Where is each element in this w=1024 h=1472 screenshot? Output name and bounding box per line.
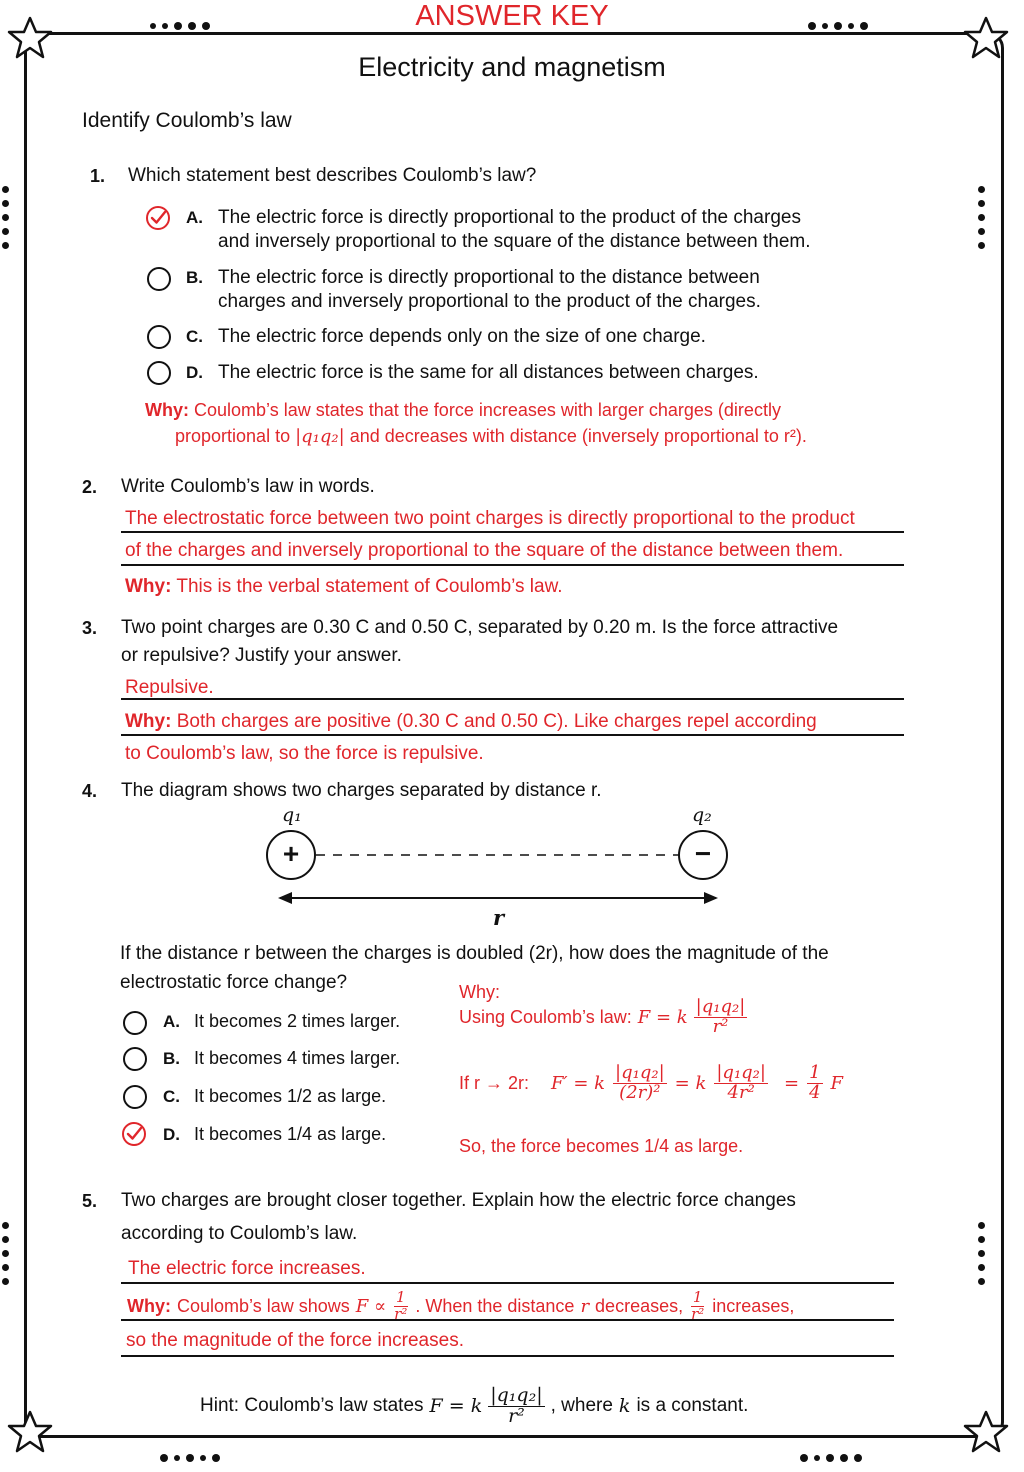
- charge-product: |q₁q₂|: [295, 426, 345, 447]
- fraction-numerator: |q₁q₂|: [615, 1062, 665, 1083]
- why-text: to Coulomb’s law, so the force is repulsive.: [125, 743, 484, 764]
- why-explanation: [125, 576, 563, 598]
- hint-text: is a constant.: [636, 1395, 749, 1417]
- answer-line: [121, 1319, 894, 1321]
- radio-circle[interactable]: [123, 1047, 147, 1071]
- formula-lhs: F′ = k: [551, 1072, 606, 1094]
- fraction-denominator: 4r²: [727, 1081, 755, 1103]
- fraction: [488, 1386, 544, 1427]
- why-text: proportional to: [175, 426, 296, 446]
- coulomb-formula: [459, 998, 747, 1037]
- fraction: [613, 1064, 667, 1103]
- option-text: The electric force is directly proportional to the product of the charges: [218, 207, 801, 228]
- option-text: It becomes 2 times larger.: [194, 1011, 401, 1031]
- fraction-denominator: r²: [691, 1304, 705, 1323]
- page-title: Electricity and magnetism: [358, 52, 666, 82]
- question-number: 3.: [82, 618, 98, 638]
- option-text: charges and inversely proportional to the product of the charges.: [218, 291, 761, 312]
- why-text: so the magnitude of the force increases.: [126, 1330, 464, 1351]
- why-label: Why:: [125, 576, 172, 597]
- option-letter: D.: [186, 363, 203, 382]
- question-text: Write Coulomb’s law in words.: [121, 476, 375, 497]
- answer-line: [121, 734, 904, 736]
- decorative-dots: [2, 1222, 10, 1292]
- charge-label-q1: q₁: [282, 804, 302, 826]
- why-text: decreases,: [595, 1295, 684, 1316]
- fraction: [714, 1064, 768, 1103]
- answer-line: [121, 698, 904, 700]
- question-text: Two charges are brought closer together. Explain how the electric force changes: [121, 1190, 796, 1211]
- why-label: Why:: [459, 982, 501, 1002]
- why-text: increases,: [712, 1295, 795, 1316]
- question-number: 4.: [82, 781, 98, 801]
- hint-text: Hint: Coulomb’s law states: [200, 1395, 424, 1417]
- option-text: The electric force is the same for all distances between charges.: [218, 362, 759, 383]
- why-text: Coulomb’s law shows: [177, 1295, 350, 1316]
- fraction-denominator: (2r)²: [619, 1081, 661, 1103]
- question-text: or repulsive? Justify your answer.: [121, 645, 402, 666]
- question-text: according to Coulomb’s law.: [121, 1223, 358, 1244]
- doubled-distance-derivation: [459, 1064, 843, 1103]
- question-number: 5.: [82, 1191, 98, 1211]
- why-text: . When the distance: [415, 1295, 575, 1316]
- topic-heading: Identify Coulomb’s law: [82, 109, 292, 132]
- checked-circle-icon[interactable]: [145, 205, 171, 231]
- fraction-numerator: |q₁q₂|: [695, 996, 746, 1017]
- proportional-to: F ∝: [355, 1295, 387, 1317]
- fraction-denominator: r²: [508, 1404, 525, 1427]
- question-number: 2.: [82, 477, 98, 497]
- question-text: Two point charges are 0.30 C and 0.50 C, separated by 0.20 m. Is the force attractive: [121, 617, 839, 638]
- answer-line: [121, 1282, 894, 1284]
- decorative-dots: [978, 186, 986, 256]
- charge-label-q2: q₂: [692, 804, 712, 826]
- fraction-numerator: 1: [809, 1062, 821, 1083]
- why-text: This is the verbal statement of Coulomb’s law.: [176, 576, 563, 597]
- fraction-denominator: r²: [394, 1304, 408, 1323]
- why-label: Why:: [145, 400, 189, 420]
- distance-label: r: [493, 905, 505, 930]
- if-condition: If r → 2r:: [459, 1072, 530, 1093]
- option-text: It becomes 4 times larger.: [194, 1048, 401, 1068]
- option-text: The electric force depends only on the size of one charge.: [218, 326, 706, 347]
- fraction: [807, 1064, 822, 1103]
- hint-text: , where: [550, 1395, 613, 1417]
- answer-text: Repulsive.: [125, 677, 214, 698]
- fraction-numerator: |q₁q₂|: [490, 1384, 543, 1406]
- question-text: If the distance r between the charges is doubled (2r), how does the magnitude of the: [120, 943, 829, 964]
- option-letter: B.: [186, 268, 203, 287]
- why-label: Why:: [125, 711, 172, 732]
- radio-circle[interactable]: [123, 1011, 147, 1035]
- force-symbol: F: [830, 1072, 844, 1094]
- option-letter: D.: [163, 1125, 180, 1144]
- option-text: and inversely proportional to the square of the distance between them.: [218, 231, 811, 252]
- radio-circle[interactable]: [123, 1085, 147, 1109]
- decorative-dots: [800, 1454, 862, 1462]
- fraction-denominator: 4: [809, 1081, 821, 1103]
- fraction-numerator: 1: [692, 1287, 703, 1306]
- why-text: Using Coulomb’s law:: [459, 1006, 632, 1027]
- answer-text: The electrostatic force between two point charges is directly proportional to the product: [125, 508, 855, 529]
- conclusion-text: So, the force becomes 1/4 as large.: [459, 1136, 744, 1156]
- option-text: The electric force is directly proportional to the distance between: [218, 267, 760, 288]
- option-letter: A.: [163, 1012, 180, 1031]
- why-label: Why:: [127, 1295, 171, 1316]
- constant-symbol: k: [618, 1395, 631, 1418]
- question-number: 1.: [90, 166, 106, 186]
- star-icon: [962, 1408, 1010, 1456]
- equals-sign: =: [783, 1072, 800, 1094]
- why-text: Coulomb’s law states that the force increases with larger charges (directly: [194, 400, 781, 420]
- option-letter: C.: [163, 1087, 180, 1106]
- decorative-dots: [2, 186, 10, 256]
- checked-circle-icon[interactable]: [121, 1121, 147, 1147]
- option-text: It becomes 1/4 as large.: [194, 1124, 387, 1144]
- question-text: Which statement best describes Coulomb’s law?: [128, 165, 537, 186]
- fraction-numerator: 1: [395, 1287, 406, 1306]
- why-explanation: [175, 426, 807, 447]
- answer-text: of the charges and inversely proportional to the square of the distance between them.: [125, 540, 844, 561]
- radio-circle[interactable]: [147, 361, 171, 385]
- answer-key-heading: ANSWER KEY: [415, 0, 609, 32]
- negative-charge-sign: −: [694, 838, 712, 869]
- fraction-denominator: r²: [712, 1015, 729, 1037]
- hint: [200, 1386, 748, 1427]
- why-explanation: [125, 711, 817, 733]
- fraction: [694, 998, 748, 1037]
- radio-circle[interactable]: [147, 325, 171, 349]
- why-text: and decreases with distance (inversely proportional to r²).: [344, 426, 807, 446]
- decorative-dots: [160, 1454, 220, 1462]
- fraction-numerator: |q₁q₂|: [716, 1062, 766, 1083]
- option-letter: A.: [186, 208, 203, 227]
- option-letter: B.: [163, 1049, 180, 1068]
- decorative-dots: [978, 1222, 986, 1292]
- answer-line: [121, 564, 904, 566]
- radio-circle[interactable]: [147, 267, 171, 291]
- answer-line: [121, 531, 904, 533]
- equals-k: = k: [674, 1072, 707, 1094]
- fraction: [392, 1287, 409, 1323]
- formula-lhs: F = k: [429, 1395, 483, 1418]
- distance-symbol: r: [580, 1295, 590, 1317]
- positive-charge-sign: +: [282, 838, 300, 869]
- why-explanation: [145, 400, 781, 421]
- question-text: electrostatic force change?: [120, 972, 348, 993]
- star-icon: [6, 1408, 54, 1456]
- formula-lhs: F = k: [637, 1006, 688, 1028]
- why-text: Both charges are positive (0.30 C and 0.50 C). Like charges repel according: [176, 711, 817, 732]
- answer-line: [121, 1355, 894, 1357]
- option-letter: C.: [186, 327, 203, 346]
- answer-text: The electric force increases.: [128, 1258, 366, 1279]
- question-text: The diagram shows two charges separated by distance r.: [121, 780, 602, 801]
- option-text: It becomes 1/2 as large.: [194, 1086, 387, 1106]
- fraction: [689, 1287, 706, 1323]
